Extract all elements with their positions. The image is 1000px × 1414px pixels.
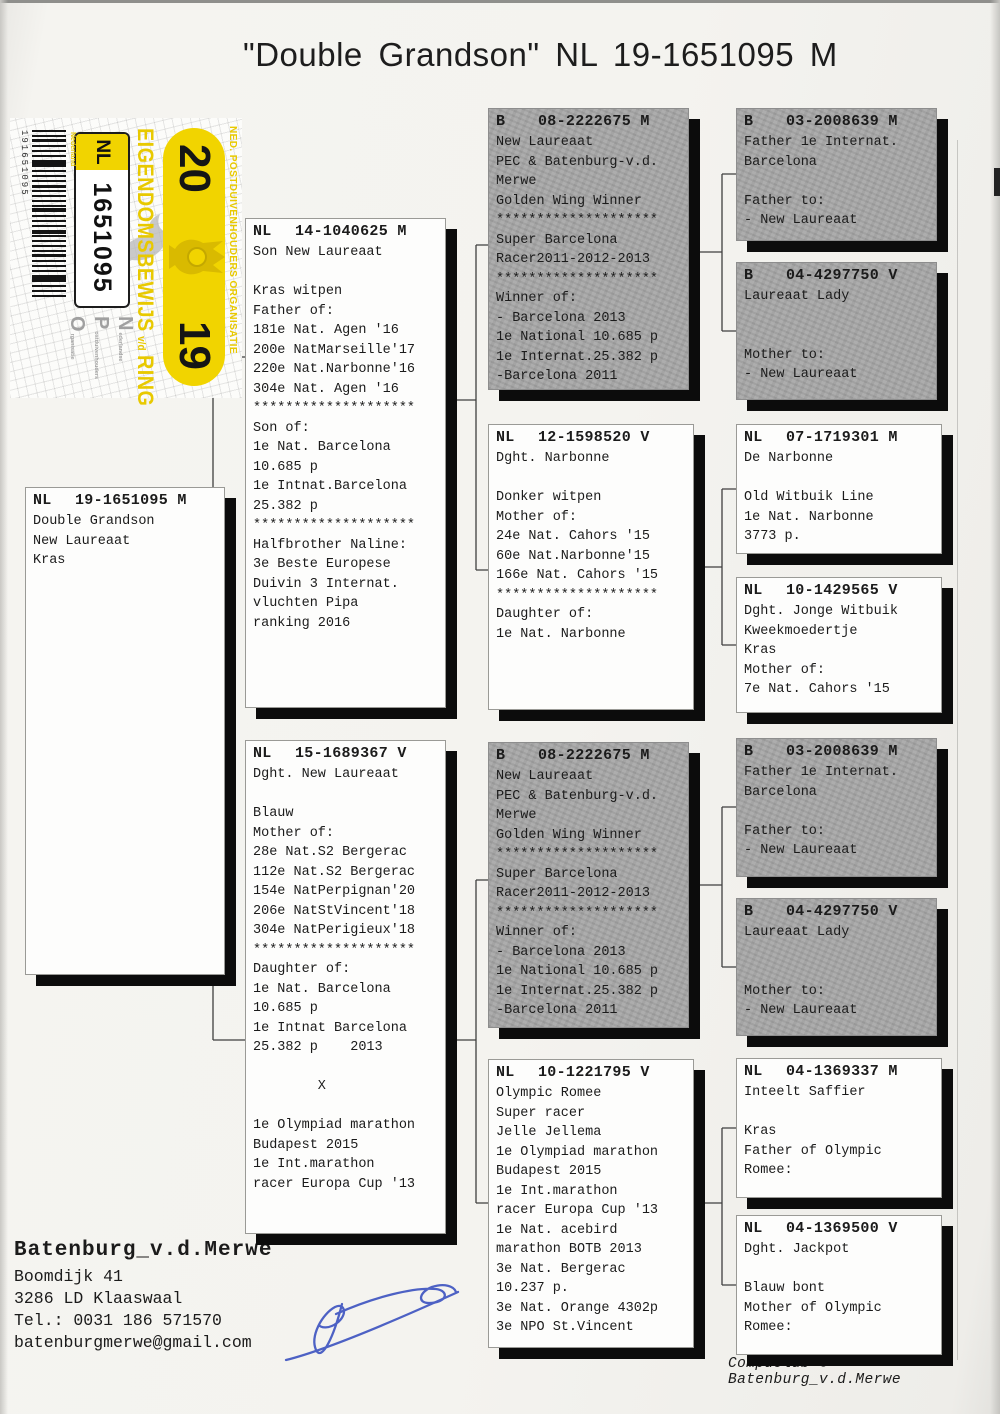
ring-country: NL bbox=[744, 582, 763, 599]
pedigree-text-line bbox=[744, 802, 929, 822]
npo-word: ostduivenhouders bbox=[93, 331, 99, 380]
pedigree-text-line bbox=[253, 1097, 438, 1117]
pedigree-lines bbox=[737, 131, 936, 233]
pedigree-text-line bbox=[496, 469, 686, 489]
pedigree-text-line: 220e Nat.Narbonne'16 bbox=[253, 362, 416, 377]
pedigree-text-line: 1e Nat. Narbonne bbox=[744, 509, 874, 525]
pedigree-text-line: Racer2011-2012-2013 bbox=[496, 886, 650, 901]
pedigree-box-sire-sire bbox=[488, 108, 689, 390]
pedigree-text-line: Halfbrother Naline: bbox=[253, 537, 407, 553]
pedigree-box-dam-sire bbox=[488, 742, 689, 1028]
ring-header bbox=[489, 743, 688, 765]
ring-country: B bbox=[744, 113, 754, 130]
pedigree-text-line: Golden Wing Winner bbox=[496, 193, 642, 209]
pedigree-text-line: Barcelona bbox=[744, 784, 817, 800]
pedigree-text-line: Kras bbox=[744, 1124, 777, 1139]
pedigree-text-line: 1e Nat. acebird bbox=[496, 1222, 618, 1238]
pedigree-text-line: ******************** bbox=[496, 847, 659, 862]
pedigree-text-line: Jelle Jellema bbox=[496, 1125, 602, 1140]
ring-country: NL bbox=[744, 1220, 763, 1237]
pedigree-text-line: Daughter of: bbox=[253, 962, 351, 977]
pedigree-text-line: 10.685 p bbox=[253, 459, 318, 475]
ring-country: B bbox=[496, 113, 506, 130]
pedigree-text-line: 24e Nat. Cahors '15 bbox=[496, 529, 650, 544]
ring-country: NL bbox=[744, 429, 763, 446]
pedigree-text-line: 3773 p. bbox=[744, 529, 801, 544]
pedigree-text-line: 1e Int.marathon bbox=[496, 1183, 618, 1199]
ring-country: NL bbox=[33, 492, 52, 509]
pedigree-text-line: ******************** bbox=[496, 587, 659, 603]
stamp-org-text: NED. POSTDUIVENHOUDERS ORGANISATIE bbox=[227, 126, 239, 354]
pedigree-text-line: Father 1e Internat. bbox=[744, 135, 898, 150]
pedigree-text-line: 3e NPO St.Vincent bbox=[496, 1320, 634, 1335]
pedigree-text-line: Budapest 2015 bbox=[496, 1164, 602, 1179]
stamp-year-band bbox=[163, 128, 225, 386]
pedigree-text-line: - New Laureaat bbox=[744, 367, 858, 382]
ring-number: 07-1719301 M bbox=[786, 429, 898, 446]
pedigree-text-line: ******************** bbox=[496, 271, 659, 287]
pedigree-text-line: Merwe bbox=[496, 808, 537, 823]
ring-header bbox=[737, 109, 936, 131]
ring-header bbox=[246, 219, 445, 241]
pedigree-box-subject bbox=[25, 487, 225, 975]
pedigree-box-dam-dam-dam bbox=[736, 1215, 942, 1355]
pedigree-text-line bbox=[744, 469, 934, 489]
stamp-ring-box bbox=[74, 132, 130, 308]
ring-number: 04-4297750 V bbox=[786, 903, 898, 920]
pedigree-text-line: Mother of: bbox=[744, 662, 826, 678]
pedigree-text-line: 1e Nat. Narbonne bbox=[496, 626, 626, 642]
pedigree-text-line: Kras witpen bbox=[253, 284, 343, 299]
pedigree-text-line: Laureaat Lady bbox=[744, 925, 850, 940]
pedigree-text-line: 166e Nat. Cahors '15 bbox=[496, 568, 659, 583]
stamp-doc-type-mid: v/d bbox=[135, 336, 147, 351]
pedigree-box-sire-dam-dam bbox=[736, 577, 942, 713]
pedigree-text-line bbox=[253, 785, 438, 805]
pedigree-text-line: Budapest 2015 bbox=[253, 1137, 359, 1153]
pedigree-lines bbox=[737, 921, 936, 1023]
ring-header bbox=[737, 425, 941, 447]
pedigree-text-line: - New Laureaat bbox=[744, 213, 858, 228]
pedigree-text-line: Kras bbox=[744, 643, 777, 658]
pedigree-text-line: Donker witpen bbox=[496, 490, 602, 505]
pedigree-lines bbox=[246, 241, 445, 635]
pedigree-text-line: Father of Olympic bbox=[744, 1143, 882, 1159]
pedigree-text-line: De Narbonne bbox=[744, 451, 834, 466]
pedigree-text-line: ranking 2016 bbox=[253, 615, 351, 631]
pedigree-box-sire-sire-dam bbox=[736, 262, 937, 400]
ring-header bbox=[246, 741, 445, 763]
ownership-stamp-card bbox=[10, 118, 242, 407]
pedigree-text-line: Super Barcelona bbox=[496, 232, 618, 248]
pedigree-text-line: - New Laureaat bbox=[744, 843, 858, 858]
pedigree-box-dam-dam bbox=[488, 1059, 694, 1348]
ring-header bbox=[737, 263, 936, 285]
stamp-year-right: 19 bbox=[170, 321, 219, 370]
pedigree-box-sire-dam bbox=[488, 424, 694, 710]
pedigree-text-line: - New Laureaat bbox=[744, 1003, 858, 1018]
pedigree-text-line: -Barcelona 2011 bbox=[496, 1003, 618, 1018]
pedigree-text-line: 1e Int.marathon bbox=[253, 1157, 375, 1172]
npo-letter: O bbox=[66, 316, 88, 332]
ring-number: 19-1651095 M bbox=[75, 492, 187, 509]
pedigree-text-line: 304e Nat. Agen '16 bbox=[253, 381, 399, 397]
pedigree-text-line: - Barcelona 2013 bbox=[496, 944, 626, 960]
stamp-ring-number: 1651095 bbox=[88, 182, 117, 294]
pedigree-text-line: Merwe bbox=[496, 174, 537, 189]
pedigree-text-line: Kras bbox=[33, 553, 66, 568]
pedigree-text-line: Laureaat Lady bbox=[744, 289, 850, 304]
stamp-year-left: 20 bbox=[170, 144, 219, 193]
pedigree-text-line: 3e Beste Europese bbox=[253, 557, 391, 572]
pedigree-text-line: 206e NatStVincent'18 bbox=[253, 903, 416, 919]
pedigree-text-line: Duivin 3 Internat. bbox=[253, 576, 399, 592]
pedigree-box-dam bbox=[245, 740, 446, 1234]
pedigree-lines bbox=[737, 285, 936, 387]
pedigree-box-sire-sire-sire bbox=[736, 108, 937, 241]
stamp-doc-type-main: EIGENDOMSBEWIJS bbox=[133, 128, 158, 332]
pedigree-text-line: racer Europa Cup '13 bbox=[496, 1203, 659, 1218]
pedigree-text-line: Kweekmoedertje bbox=[744, 623, 858, 639]
pedigree-text-line: Father of: bbox=[253, 303, 335, 319]
pedigree-text-line: 7e Nat. Cahors '15 bbox=[744, 682, 890, 697]
ring-header bbox=[737, 899, 936, 921]
pedigree-text-line: 10.237 p. bbox=[496, 1281, 569, 1296]
ring-number: 03-2008639 M bbox=[786, 113, 898, 130]
pedigree-lines bbox=[737, 761, 936, 863]
loft-address-line1: Boomdijk 41 bbox=[14, 1267, 123, 1286]
ring-number: 12-1598520 V bbox=[538, 429, 650, 446]
ring-header bbox=[737, 1059, 941, 1081]
pedigree-text-line: Super Barcelona bbox=[496, 866, 618, 882]
page-title: "Double Grandson" NL 19-1651095 M bbox=[243, 36, 838, 73]
stamp-country-small: Nederland bbox=[69, 132, 76, 167]
npo-word: ederlandse bbox=[117, 332, 123, 362]
ring-header bbox=[489, 109, 688, 131]
pedigree-lines bbox=[489, 765, 688, 1023]
pedigree-text-line: - Barcelona 2013 bbox=[496, 310, 626, 326]
stamp-barcode bbox=[32, 130, 66, 300]
pedigree-text-line bbox=[744, 962, 929, 982]
pedigree-text-line: 1e Intnat Barcelona bbox=[253, 1020, 407, 1036]
pedigree-text-line: 25.382 p 2013 bbox=[253, 1040, 383, 1055]
pedigree-text-line: Inteelt Saffier bbox=[744, 1085, 866, 1100]
pedigree-text-line: 1e Olympiad marathon bbox=[253, 1118, 416, 1133]
ring-number: 10-1429565 V bbox=[786, 582, 898, 599]
pedigree-box-sire-dam-sire bbox=[736, 424, 942, 554]
pedigree-text-line: 304e NatPerigieux'18 bbox=[253, 923, 416, 938]
pedigree-text-line: 1e Internat.25.382 p bbox=[496, 349, 659, 365]
pedigree-text-line: X bbox=[253, 1079, 326, 1094]
ring-number: 04-1369500 V bbox=[786, 1220, 898, 1237]
pedigree-text-line: Golden Wing Winner bbox=[496, 827, 642, 843]
pedigree-lines bbox=[489, 131, 688, 389]
pedigree-text-line: 200e NatMarseille'17 bbox=[253, 342, 416, 358]
npo-letter: P bbox=[90, 316, 112, 330]
ring-number: 15-1689367 V bbox=[295, 745, 407, 762]
pedigree-text-line bbox=[744, 1103, 934, 1123]
pedigree-text-line: 181e Nat. Agen '16 bbox=[253, 323, 399, 338]
ring-header bbox=[26, 488, 224, 510]
pedigree-text-line: ******************** bbox=[253, 942, 416, 958]
pedigree-text-line: Romee: bbox=[744, 1163, 793, 1178]
pedigree-text-line: Mother of: bbox=[253, 825, 335, 841]
ring-country: NL bbox=[496, 429, 515, 446]
pedigree-text-line bbox=[253, 263, 438, 283]
pedigree-text-line: vluchten Pipa bbox=[253, 596, 359, 611]
ring-country: NL bbox=[253, 223, 272, 240]
pedigree-lines bbox=[737, 1238, 941, 1340]
pedigree-text-line: ******************** bbox=[496, 905, 659, 921]
pedigree-text-line: Double Grandson bbox=[33, 514, 155, 529]
pedigree-text-line: Father to: bbox=[744, 193, 826, 209]
pedigree-text-line: Winner of: bbox=[496, 291, 578, 306]
pedigree-box-dam-sire-dam bbox=[736, 898, 937, 1036]
pedigree-text-line: ******************** bbox=[253, 518, 416, 533]
pedigree-text-line: -Barcelona 2011 bbox=[496, 369, 618, 384]
pedigree-text-line: 154e NatPerpignan'20 bbox=[253, 884, 416, 899]
pedigree-text-line: PEC & Batenburg-v.d. bbox=[496, 788, 659, 804]
pedigree-text-line: 60e Nat.Narbonne'15 bbox=[496, 548, 650, 564]
pedigree-text-line: Son New Laureaat bbox=[253, 245, 383, 260]
pedigree-text-line: PEC & Batenburg-v.d. bbox=[496, 154, 659, 170]
pedigree-text-line: 1e National 10.685 p bbox=[496, 964, 659, 979]
pedigree-text-line: Old Witbuik Line bbox=[744, 490, 874, 505]
pedigree-text-line: Mother of Olympic bbox=[744, 1300, 882, 1316]
pedigree-box-sire bbox=[245, 218, 446, 708]
ring-header bbox=[737, 1216, 941, 1238]
pedigree-text-line: Super racer bbox=[496, 1105, 586, 1121]
pedigree-text-line: 1e Nat. Barcelona bbox=[253, 440, 391, 455]
loft-name: Batenburg_v.d.Merwe bbox=[14, 1239, 273, 1262]
stamp-serial-number: 191651095 bbox=[19, 130, 29, 197]
pedigree-text-line: ******************** bbox=[496, 213, 659, 228]
pedigree-text-line bbox=[744, 326, 929, 346]
pedigree-text-line: Dght. Jackpot bbox=[744, 1242, 850, 1257]
ring-number: 04-4297750 V bbox=[786, 267, 898, 284]
ring-header bbox=[737, 739, 936, 761]
pedigree-text-line: Dght. Jonge Witbuik bbox=[744, 604, 898, 619]
ring-number: 03-2008639 M bbox=[786, 743, 898, 760]
pedigree-text-line: marathon BOTB 2013 bbox=[496, 1242, 642, 1257]
lion-emblem-icon bbox=[169, 235, 227, 279]
ring-number: 04-1369337 M bbox=[786, 1063, 898, 1080]
pedigree-text-line: 3e Nat. Bergerac bbox=[496, 1261, 626, 1277]
pedigree-box-dam-dam-sire bbox=[736, 1058, 942, 1198]
ring-number: 08-2222675 M bbox=[538, 747, 650, 764]
pedigree-text-line: racer Europa Cup '13 bbox=[253, 1176, 416, 1192]
ring-country: NL bbox=[496, 1064, 515, 1081]
pedigree-text-line: 1e Intnat.Barcelona bbox=[253, 479, 407, 494]
pedigree-lines bbox=[489, 1082, 693, 1340]
pedigree-text-line: Barcelona bbox=[744, 154, 817, 170]
ring-country: B bbox=[744, 743, 754, 760]
stamp-npo-letters bbox=[62, 316, 134, 394]
npo-word: rganisatie bbox=[69, 333, 75, 360]
ring-header bbox=[737, 578, 941, 600]
pedigree-lines bbox=[737, 447, 941, 549]
pedigree-text-line: 10.685 p bbox=[253, 1001, 318, 1016]
ring-country: B bbox=[496, 747, 506, 764]
pedigree-text-line: Father 1e Internat. bbox=[744, 765, 898, 780]
pedigree-text-line: Mother of: bbox=[496, 509, 578, 525]
pedigree-text-line: Son of: bbox=[253, 420, 310, 436]
stamp-rotated-content bbox=[10, 118, 242, 407]
ring-header bbox=[489, 1060, 693, 1082]
ring-country: NL bbox=[744, 1063, 763, 1080]
stamp-doc-type-end: RING bbox=[133, 354, 158, 407]
pedigree-text-line bbox=[744, 307, 929, 327]
pedigree-text-line: Blauw bbox=[253, 806, 294, 821]
pedigree-text-line: New Laureaat bbox=[496, 135, 594, 150]
ring-number: 08-2222675 M bbox=[538, 113, 650, 130]
pedigree-text-line: Blauw bont bbox=[744, 1281, 826, 1296]
pedigree-lines bbox=[737, 600, 941, 702]
pedigree-text-line bbox=[253, 1058, 438, 1078]
stamp-doc-type bbox=[132, 128, 158, 406]
pedigree-text-line bbox=[744, 172, 929, 192]
pedigree-text-line: 1e Internat.25.382 p bbox=[496, 983, 659, 999]
pedigree-lines bbox=[246, 763, 445, 1196]
pedigree-text-line bbox=[744, 1260, 934, 1280]
ring-country: NL bbox=[253, 745, 272, 762]
pedigree-text-line: New Laureaat bbox=[496, 769, 594, 784]
pedigree-text-line: New Laureaat bbox=[33, 533, 131, 549]
pedigree-text-line: Romee: bbox=[744, 1320, 793, 1335]
pedigree-text-line: 25.382 p bbox=[253, 498, 318, 514]
pedigree-box-dam-sire-sire bbox=[736, 738, 937, 877]
software-credit: Compuclub © Batenburg_v.d.Merwe bbox=[728, 1356, 901, 1388]
pedigree-text-line: Daughter of: bbox=[496, 607, 594, 622]
pedigree-text-line: Winner of: bbox=[496, 925, 578, 940]
pedigree-text-line: Mother to: bbox=[744, 983, 826, 999]
ring-country: B bbox=[744, 903, 754, 920]
pedigree-text-line: 1e National 10.685 p bbox=[496, 330, 659, 345]
pedigree-text-line: 28e Nat.S2 Bergerac bbox=[253, 845, 407, 860]
pedigree-text-line: Mother to: bbox=[744, 347, 826, 363]
pedigree-text-line: Dght. New Laureaat bbox=[253, 767, 399, 782]
loft-address-line2: 3286 LD Klaaswaal bbox=[14, 1289, 183, 1308]
ring-country: B bbox=[744, 267, 754, 284]
pedigree-text-line: 1e Nat. Barcelona bbox=[253, 981, 391, 997]
ring-number: 14-1040625 M bbox=[295, 223, 407, 240]
pedigree-text-line: ******************** bbox=[253, 401, 416, 416]
signature bbox=[278, 1262, 473, 1377]
pedigree-lines bbox=[737, 1081, 941, 1183]
pedigree-text-line: Dght. Narbonne bbox=[496, 451, 610, 466]
pedigree-text-line: Racer2011-2012-2013 bbox=[496, 252, 650, 267]
ring-header bbox=[489, 425, 693, 447]
pedigree-lines bbox=[489, 447, 693, 646]
pedigree-text-line bbox=[744, 943, 929, 963]
npo-letter: N bbox=[114, 316, 136, 331]
stamp-country-tab: NL bbox=[76, 134, 128, 170]
pedigree-text-line: Olympic Romee bbox=[496, 1086, 602, 1101]
pedigree-text-line: Father to: bbox=[744, 823, 826, 839]
pedigree-text-line: 112e Nat.S2 Bergerac bbox=[253, 864, 416, 880]
pedigree-text-line: 3e Nat. Orange 4302p bbox=[496, 1300, 659, 1316]
ring-number: 10-1221795 V bbox=[538, 1064, 650, 1081]
loft-email: batenburgmerwe@gmail.com bbox=[14, 1333, 252, 1352]
loft-phone: Tel.: 0031 186 571570 bbox=[14, 1311, 222, 1330]
pedigree-text-line: 1e Olympiad marathon bbox=[496, 1144, 659, 1160]
pedigree-lines bbox=[26, 510, 224, 573]
